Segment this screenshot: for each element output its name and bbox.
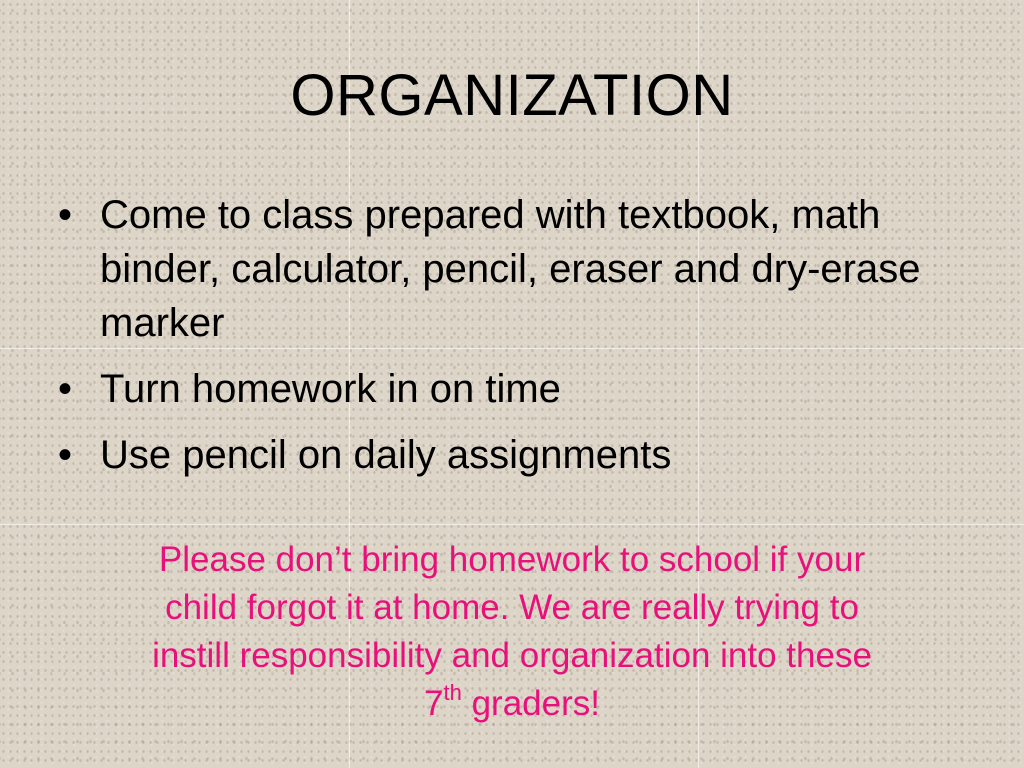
bullet-text: Use pencil on daily assignments [100, 433, 672, 477]
bullet-list [58, 188, 978, 494]
bullet-item [58, 362, 978, 416]
bullet-dot: • [58, 433, 73, 477]
note-ending: graders! [461, 684, 600, 723]
parent-note [60, 536, 964, 728]
note-line: Please don’t bring homework to school if your [158, 540, 866, 579]
bullet-dot: • [58, 367, 73, 411]
bullet-item [58, 188, 978, 350]
bullet-item [58, 428, 978, 482]
note-line: child forgot it at home. We are really trying to [165, 588, 859, 627]
slide-title: ORGANIZATION [290, 63, 734, 128]
grade-superscript: th [443, 680, 462, 706]
bullet-text: Come to class prepared with textbook, math binder, calculator, pencil, eraser and dry-erase marker [100, 193, 921, 345]
note-line: instill responsibility and organization into these [152, 636, 872, 675]
bullet-text: Turn homework in on time [100, 367, 561, 411]
grade-number: 7 [424, 684, 444, 723]
texture-seam [0, 524, 1024, 525]
bullet-dot: • [58, 193, 73, 237]
